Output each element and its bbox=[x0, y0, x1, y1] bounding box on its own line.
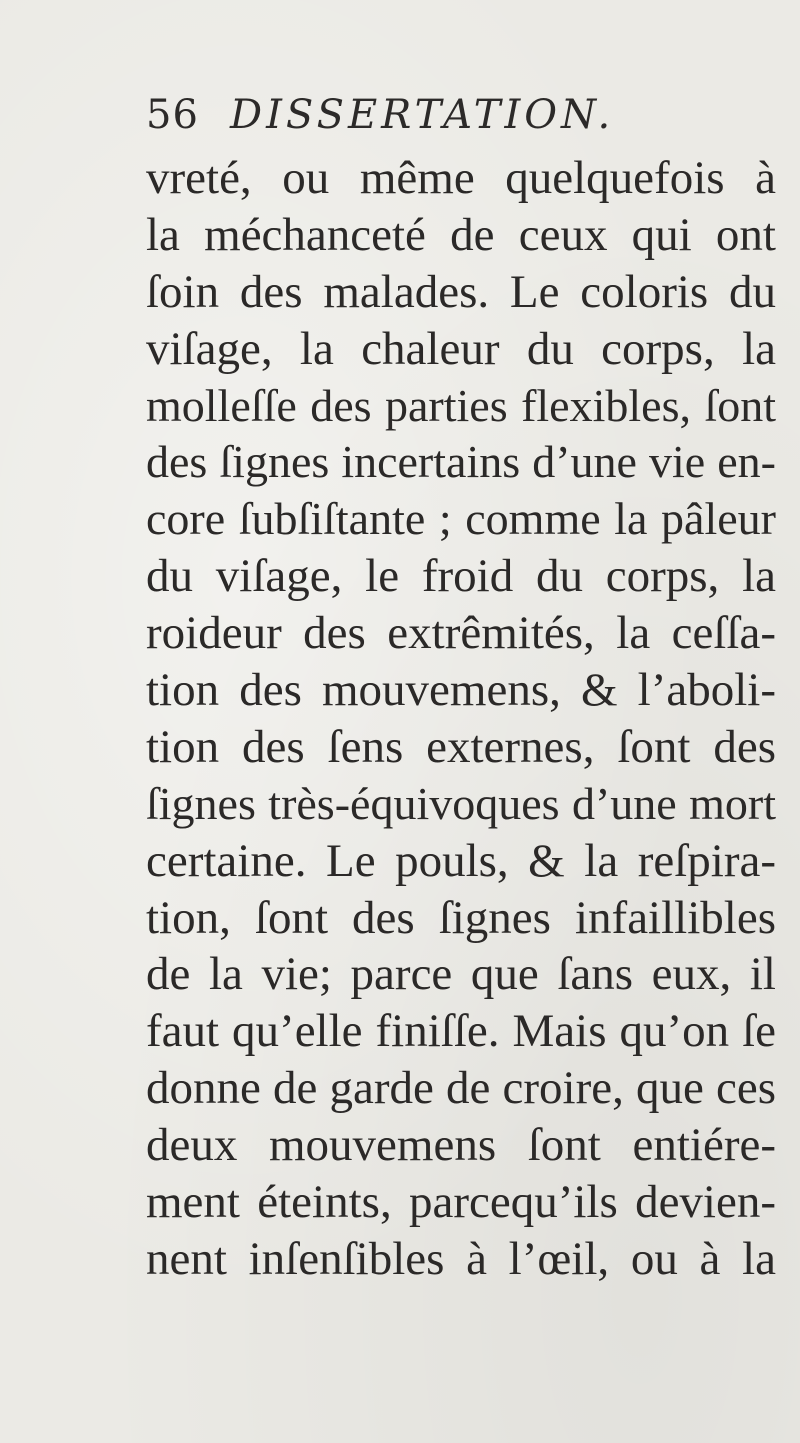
text-line: des ſignes incertains d’une vie en- bbox=[146, 436, 776, 488]
text-line: nent inſenſibles à l’œil, ou à la bbox=[146, 1232, 776, 1285]
text-line: certaine. Le pouls, & la reſpira- bbox=[146, 834, 776, 887]
text-line: du viſage, le froid du corps, la bbox=[146, 550, 776, 603]
page-header bbox=[146, 92, 614, 138]
text-line: ſignes très-équivoques d’une mort bbox=[146, 777, 776, 829]
body-text bbox=[146, 150, 776, 1288]
text-line: core ſubſiſtante ; comme la pâleur bbox=[146, 493, 776, 545]
page-number: 56 bbox=[146, 92, 199, 138]
text-line: ſoin des malades. Le coloris du bbox=[146, 265, 776, 318]
text-line: de la vie; parce que ſans eux, il bbox=[146, 948, 776, 1001]
text-line: tion des mouvemens, & l’aboli- bbox=[146, 664, 776, 717]
text-line: ment éteints, parcequ’ils devien- bbox=[146, 1176, 776, 1229]
text-line: viſage, la chaleur du corps, la bbox=[146, 322, 776, 375]
text-line: roideur des extrêmités, la ceſſa- bbox=[146, 607, 776, 660]
text-line: donne de garde de croire, que ces bbox=[146, 1062, 776, 1115]
text-line: faut qu’elle finiſſe. Mais qu’on ſe bbox=[146, 1005, 776, 1058]
text-line: molleſſe des parties flexibles, ſont bbox=[146, 379, 776, 431]
text-line: tion, ſont des ſignes infaillibles bbox=[146, 891, 776, 944]
text-line: deux mouvemens ſont entiére- bbox=[146, 1119, 776, 1172]
text-line: vreté, ou même quelquefois à bbox=[146, 152, 776, 204]
text-line: tion des ſens externes, ſont des bbox=[146, 720, 776, 773]
text-line: la méchanceté de ceux qui ont bbox=[146, 208, 776, 261]
running-title: DISSERTATION. bbox=[230, 92, 615, 138]
